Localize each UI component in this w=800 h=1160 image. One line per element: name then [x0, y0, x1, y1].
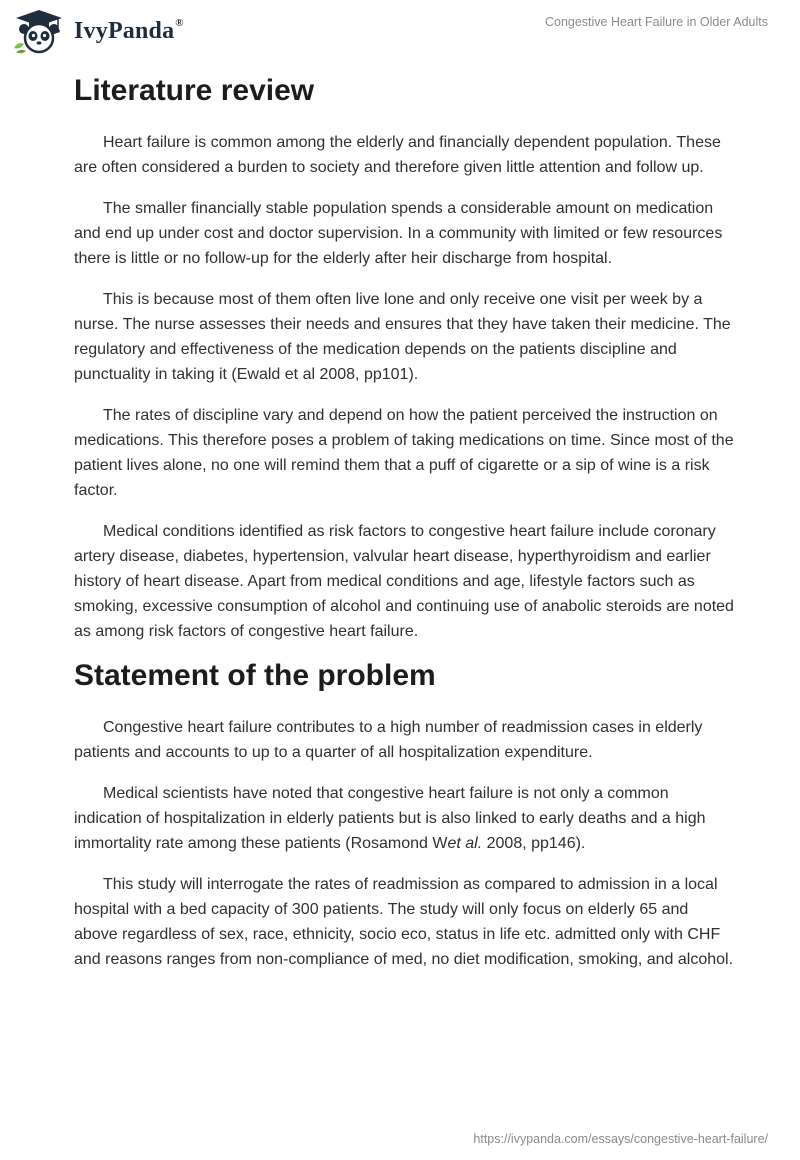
page-header — [0, 0, 800, 58]
source-url[interactable]: https://ivypanda.com/essays/congestive-heart-failure/ — [473, 1132, 768, 1146]
document-body — [74, 70, 734, 972]
paragraph: Congestive heart failure contributes to a high number of readmission cases in elderly patients and accounts to up to a quarter of all hospitalization expenditure. — [74, 719, 703, 761]
section-literature-review — [74, 70, 734, 644]
section-heading: Literature review — [74, 74, 315, 107]
paragraph: This study will interrogate the rates of readmission as compared to admission in a local hospital with a bed capacity of 300 patients. The study will only focus on elderly 65 and above regardless of sex, race, ethnicity, socio eco, status in life etc. admitted only with CHF and reasons ranges from non-compliance of med, no diet modification, smoking, and alcohol. — [74, 876, 734, 968]
section-heading: Statement of the problem — [74, 659, 436, 692]
paragraph: The smaller financially stable population spends a considerable amount on medication and end up under cost and doctor supervision. In a community with limited or few resources there is little or no follow-up for the elderly after heir discharge from hospital. — [74, 200, 723, 267]
ivypanda-logo[interactable] — [12, 8, 184, 54]
paragraph: Medical scientists have noted that congestive heart failure is not only a common indication of hospitalization in elderly patients but is also linked to early deaths and a high immortality rate among these patients (Rosamond Wet al. 2008, pp146). — [74, 785, 706, 852]
paragraph: Heart failure is common among the elderly and financially dependent population. These are often considered a burden to society and therefore given little attention and follow up. — [74, 134, 721, 176]
section-statement-of-problem — [74, 655, 734, 972]
logo-wordmark: IvyPanda® — [74, 17, 184, 44]
paragraph: The rates of discipline vary and depend on how the patient perceived the instruction on medications. This therefore poses a problem of taking medications on time. Since most of the patient lives alone, no one will remind them that a puff of cigarette or a sip of wine is a risk factor. — [74, 407, 734, 499]
paragraph: This is because most of them often live lone and only receive one visit per week by a nurse. The nurse assesses their needs and ensures that they have taken their medicine. The regulatory and effectiveness of the medication depends on the patients discipline and punctuality in taking it (Ewald et al 2008, pp101). — [74, 291, 731, 383]
panda-graduate-icon — [12, 8, 66, 54]
document-title: Congestive Heart Failure in Older Adults — [544, 15, 768, 29]
paragraph: Medical conditions identified as risk factors to congestive heart failure include coronary artery disease, diabetes, hypertension, valvular heart disease, hyperthyroidism and earlier history of heart disease. Apart from medical conditions and age, lifestyle factors such as smoking, excessive consumption of alcohol and continuing use of anabolic steroids are noted as among risk factors of congestive heart failure. — [74, 523, 734, 640]
